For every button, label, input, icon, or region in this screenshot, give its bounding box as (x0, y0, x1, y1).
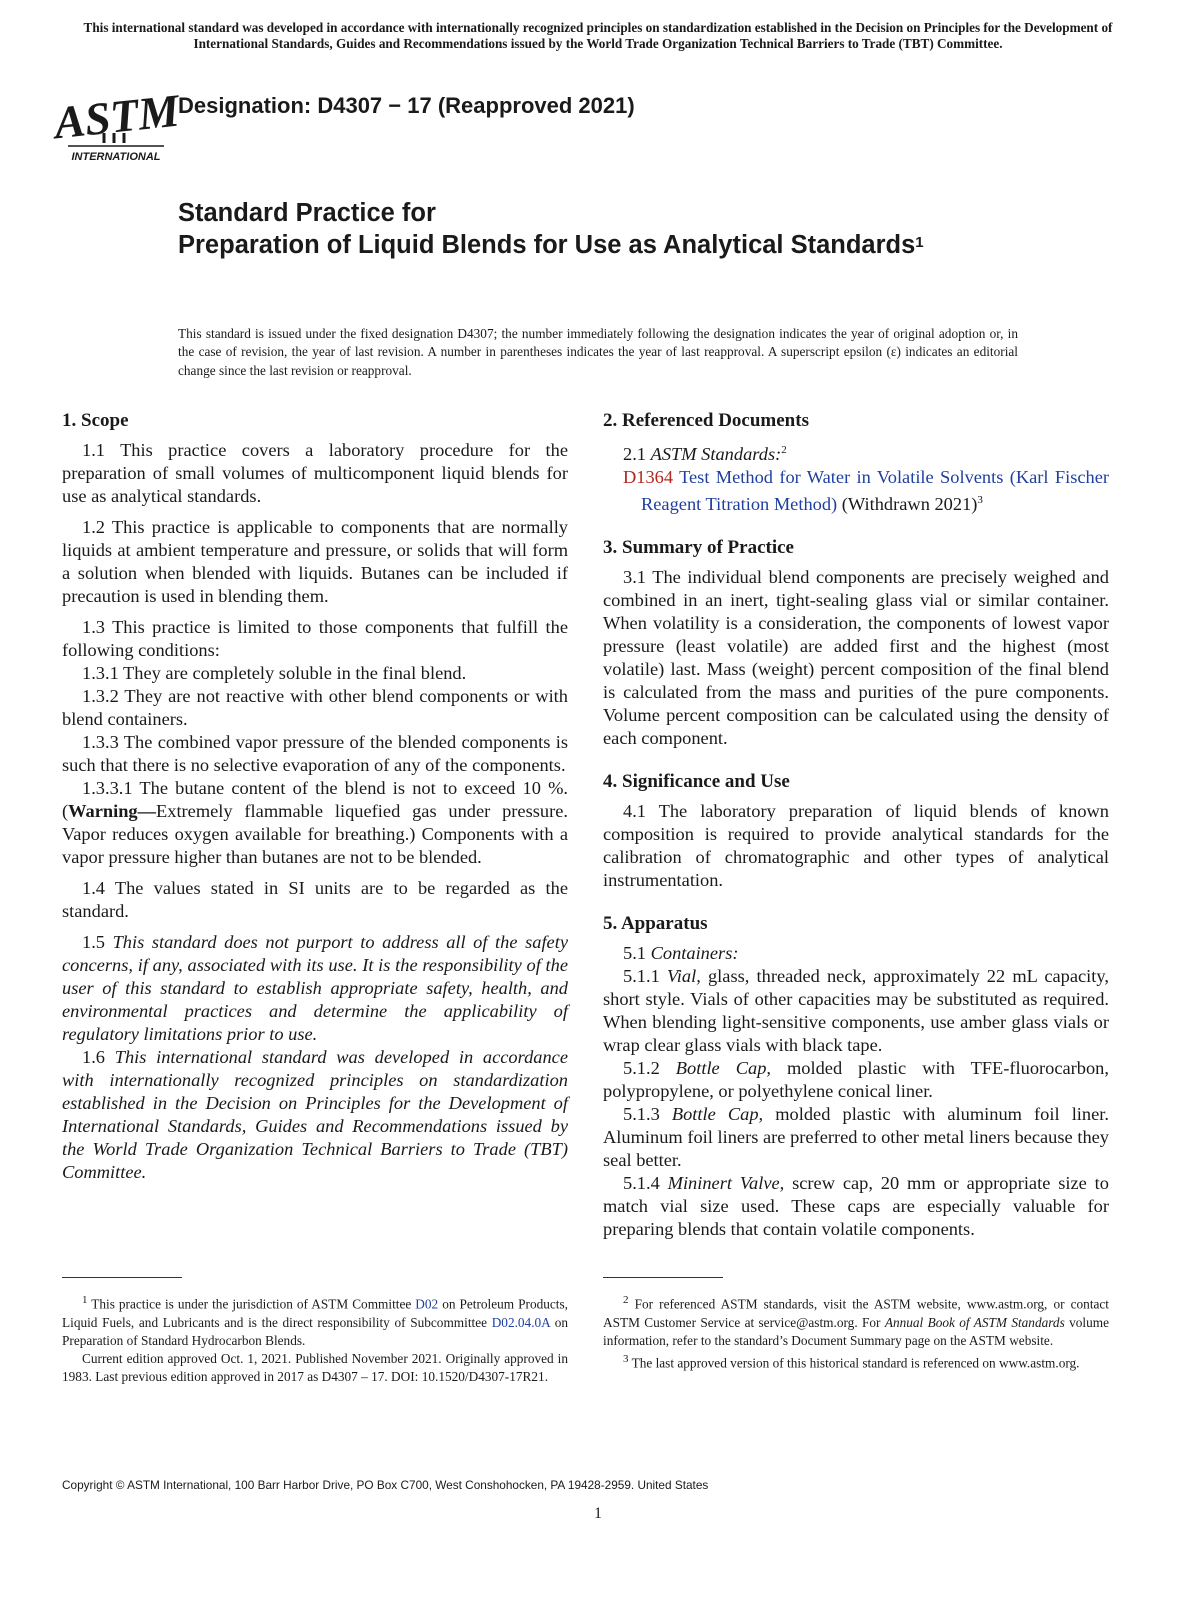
paragraph-1-2: 1.2 This practice is applicable to components that are normally liquids at ambient temperature and pressure, or solids that will form a solution when blended with liquids. Butanes can be included if precaution is used in blending them. (62, 517, 568, 606)
reference-code-link[interactable]: D1364 (623, 467, 674, 488)
paragraph-1-1: 1.1 This practice covers a laboratory procedure for the preparation of small volumes of multicomponent liquid blends for use as analytical standards. (62, 440, 568, 506)
paragraph-1-3-1: 1.3.1 They are completely soluble in the final blend. (82, 663, 467, 683)
paragraph-2-1: 2.1 ASTM Standards:$^2$ (623, 444, 787, 465)
section-heading-summary: 3. Summary of Practice (603, 537, 794, 559)
paragraph-5-1-2: 5.1.2 Bottle Cap, molded plastic with TFE-fluorocarbon, polypropylene, or polyethylene conical liner. (603, 1058, 1109, 1102)
paragraph-1-4: 1.4 The values stated in SI units are to be regarded as the standard. (62, 878, 568, 921)
warning-label: Warning— (68, 801, 157, 821)
footnote-3: $^3$ The last approved version of this historical standard is referenced on www.astm.org. (623, 1353, 1080, 1371)
document-title (178, 197, 978, 261)
astm-logo (51, 70, 182, 166)
reference-title-link[interactable]: Test Method for Water in Volatile Solvents (Karl Fischer Reagent Titration Method) (641, 467, 1109, 515)
title-line-2: Preparation of Liquid Blends for Use as Analytical Standards$^1$ (178, 231, 924, 259)
footnote-1-edition: Current edition approved Oct. 1, 2021. Published November 2021. Originally approved in 1983. Last previous edition approved in 2017 as D4307 – 17. DOI: 10.1520/D4307-17R21. (62, 1351, 568, 1385)
svg-text:INTERNATIONAL: INTERNATIONAL (71, 151, 161, 163)
top-notice: This international standard was developed in accordance with internationally recognized principles on standardization established in the Decision on Principles for the Development of International Standards, Guides and Recommendations issued by the World Trade Organization Technical Barriers to Trade (TBT) Committee. (83, 20, 1113, 51)
title-footnote-mark: 1 (915, 234, 924, 251)
footnote-divider-left (62, 1277, 182, 1278)
paragraph-1-3: 1.3 This practice is limited to those components that fulfill the following conditions: (62, 617, 568, 660)
paragraph-5-1-3: 5.1.3 Bottle Cap, molded plastic with aluminum foil liner. Aluminum foil liners are preferred to other metal liners because they seal better. (603, 1104, 1109, 1171)
footnotes-left (62, 1291, 568, 1386)
subcommittee-link[interactable]: D02.04.0A (491, 1314, 551, 1330)
section-heading-scope: 1. Scope (62, 410, 129, 431)
paragraph-4-1: 4.1 The laboratory preparation of liquid blends of known composition is required to provide analytical standards for the calibration of chromatographic and other types of analytical instrumentation. (603, 801, 1109, 891)
footnote-1: $^1$ This practice is under the jurisdiction of ASTM Committee D02 on Petroleum Products, Liquid Fuels, and Lubricants and is the direct responsibility of Subcommittee D02.04.0A on Preparation of Standard Hydrocarbon Blends. (62, 1294, 569, 1348)
title-line-1: Standard Practice for (178, 199, 436, 227)
section-heading-apparatus: 5. Apparatus (603, 913, 708, 935)
right-column (603, 408, 1109, 1241)
footnote-divider-right (603, 1277, 723, 1278)
paragraph-1-3-2: 1.3.2 They are not reactive with other blend components or with blend containers. (62, 686, 568, 729)
issuance-note: This standard is issued under the fixed designation D4307; the number immediately following the designation indicates the year of original adoption or, in the case of revision, the year of last revision. A number in parentheses indicates the year of last reapproval. A superscript epsilon (ε) indicates an editorial change since the last revision or reapproval. (178, 326, 1018, 378)
left-column (62, 408, 568, 1184)
reference-d1364: D1364 Test Method for Water in Volatile Solvents (Karl Fischer Reagent Titration Method) (Withdrawn 2021)$^3$ (623, 467, 1109, 515)
designation: Designation: D4307 − 17 (Reapproved 2021) (178, 93, 635, 118)
paragraph-1-5: 1.5 This standard does not purport to address all of the safety concerns, if any, associated with its use. It is the responsibility of the user of this standard to establish appropriate safety, health, and environmental practices and determine the applicability of regulatory limitations prior to use. (62, 932, 568, 1044)
paragraph-1-3-3: 1.3.3 The combined vapor pressure of the blended components is such that there is no selective evaporation of any of the components. (62, 732, 568, 775)
paragraph-5-1-1: 5.1.1 Vial, glass, threaded neck, approximately 22 mL capacity, short style. Vials of other capacities may be substituted as required. When blending light-sensitive components, use amber glass vials or wrap clear glass vials with black tape. (603, 966, 1109, 1056)
paragraph-3-1: 3.1 The individual blend components are precisely weighed and combined in an inert, tight-sealing glass vial or similar container. When volatility is a consideration, the components of lowest vapor pressure (least volatile) are added first and the highest (most volatile) last. Mass (weight) percent composition of the final blend is calculated from the mass and purities of the pure components. Volume percent composition can be calculated using the density of each component. (603, 567, 1109, 749)
page-number: 1 (594, 1505, 602, 1522)
committee-link[interactable]: D02 (415, 1296, 439, 1312)
paragraph-1-3-3-1: 1.3.3.1 The butane content of the blend is not to exceed 10 %. (Warning—Extremely flammable liquefied gas under pressure. Vapor reduces oxygen available for breathing.) Components with a vapor pressure higher than butanes are not to be blended. (62, 778, 568, 867)
paragraph-1-6: 1.6 This international standard was developed in accordance with internationally recognized principles on standardization established in the Decision on Principles for the Development of International Standards, Guides and Recommendations issued by the World Trade Organization Technical Barriers to Trade (TBT) Committee. (62, 1047, 568, 1182)
footnote-2: $^2$ For referenced ASTM standards, visit the ASTM website, www.astm.org, or contact ASTM Customer Service at service@astm.org. For Annual Book of ASTM Standards volume information, refer to the standard’s Document Summary page on the ASTM website. (603, 1294, 1110, 1348)
section-heading-significance: 4. Significance and Use (603, 771, 790, 793)
footnotes-right (603, 1291, 1109, 1373)
section-heading-referenced-documents: 2. Referenced Documents (603, 410, 809, 431)
paragraph-5-1-4: 5.1.4 Mininert Valve, screw cap, 20 mm or appropriate size to match vial size used. These caps are especially valuable for preparing blends that contain volatile components. (603, 1173, 1109, 1240)
copyright-line: Copyright © ASTM International, 100 Barr Harbor Drive, PO Box C700, West Conshohocken, PA 19428-2959. United States (62, 1478, 709, 1492)
svg-text:ASTM: ASTM (51, 84, 182, 149)
paragraph-5-1: 5.1 Containers: (623, 943, 739, 964)
